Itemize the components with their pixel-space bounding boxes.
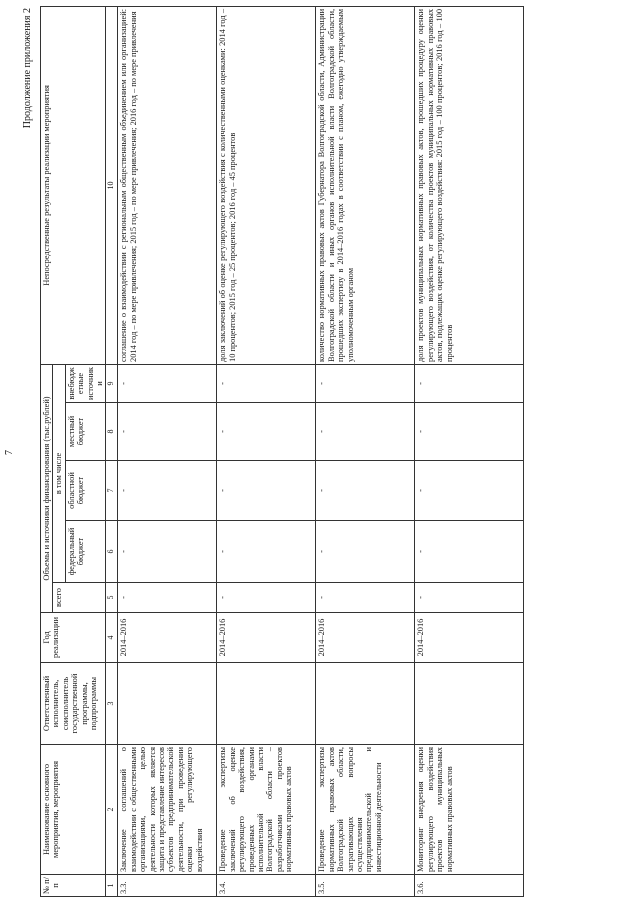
row-year: 2014–2016 <box>217 613 316 663</box>
row-total: - <box>316 583 415 613</box>
row-executor <box>118 663 217 745</box>
header-federal: федеральный бюджет <box>65 521 106 583</box>
column-number: 1 <box>106 875 118 897</box>
row-offbudget: - <box>316 364 415 402</box>
row-federal: - <box>415 521 524 583</box>
row-year: 2014–2016 <box>118 613 217 663</box>
table-row <box>415 6 524 896</box>
row-regional: - <box>217 461 316 521</box>
table-row <box>316 6 415 896</box>
row-offbudget: - <box>217 364 316 402</box>
row-local: - <box>217 403 316 461</box>
row-num: 3.5. <box>316 875 415 897</box>
row-offbudget: - <box>415 364 524 402</box>
row-year: 2014–2016 <box>316 613 415 663</box>
header-results: Непосредственные результаты реализации мероприятия <box>41 6 106 364</box>
column-number: 2 <box>106 745 118 875</box>
row-executor <box>316 663 415 745</box>
column-number: 9 <box>106 364 118 402</box>
row-total: - <box>217 583 316 613</box>
header-executor: Ответственный исполнитель, соисполнитель государственной программы, подпрограммы <box>41 663 106 745</box>
column-number: 8 <box>106 403 118 461</box>
header-num: № п/п <box>41 875 106 897</box>
row-num: 3.6. <box>415 875 524 897</box>
row-result: доля заключений об оценке регулирующего воздействия с количественными оценками: 2014 год – 10 процентов; 2015 год – 25 процентов; 2016 год – 45 процентов <box>217 6 316 364</box>
column-number: 3 <box>106 663 118 745</box>
header-local: местный бюджет <box>65 403 106 461</box>
row-executor <box>217 663 316 745</box>
row-name: Проведение экспертизы нормативных правовых актов Волгоградской области, затрагивающих вопросы осуществления предпринимательской и инвестиционной деятельности <box>316 745 415 875</box>
row-regional: - <box>118 461 217 521</box>
row-name: Мониторинг внедрения оценки регулирующего воздействия проектов муниципальных нормативных правовых актов <box>415 745 524 875</box>
activities-table <box>40 6 524 897</box>
row-executor <box>415 663 524 745</box>
row-total: - <box>415 583 524 613</box>
column-number: 6 <box>106 521 118 583</box>
table-row <box>118 6 217 896</box>
row-num: 3.4. <box>217 875 316 897</box>
row-federal: - <box>217 521 316 583</box>
continuation-label: Продолжение приложения 2 <box>22 8 33 129</box>
table-row <box>217 6 316 896</box>
row-regional: - <box>316 461 415 521</box>
row-name: Проведение экспертизы заключений об оценке регулирующего воздействия, проведенных органами исполнительной власти Волгоградской области – разработчиками проектов нормативных правовых актов <box>217 745 316 875</box>
header-incl: в том числе <box>53 364 65 582</box>
column-number-row <box>106 6 118 896</box>
column-number: 5 <box>106 583 118 613</box>
header-name: Наименование основного мероприятия, мероприятия <box>41 745 106 875</box>
row-regional: - <box>415 461 524 521</box>
header-funding-group: Объемы и источники финансирования (тыс.рублей) <box>41 364 53 612</box>
page-number: 7 <box>4 450 15 455</box>
row-local: - <box>118 403 217 461</box>
row-total: - <box>118 583 217 613</box>
row-local: - <box>415 403 524 461</box>
row-federal: - <box>118 521 217 583</box>
header-regional: областной бюджет <box>65 461 106 521</box>
row-result: количество нормативных правовых актов Губернатора Волгоградской области, Администрации Волгоградской области и иных органов исполнительной власти Волгоградской области, прошедших экспертизу в 2014–2016 годах в соответствии с планом, ежегодно утверждаемым уполномоченным органом <box>316 6 415 364</box>
header-offbudget: внебюджетные источники <box>65 364 106 402</box>
column-number: 7 <box>106 461 118 521</box>
header-year: Год реализации <box>41 613 106 663</box>
column-number: 4 <box>106 613 118 663</box>
header-total: всего <box>53 583 106 613</box>
row-result: соглашение о взаимодействии с региональным общественным объединением или организацией: 2014 год – по мере привлечения; 2015 год – по мере привлечения; 2016 год – по мере привлечения <box>118 6 217 364</box>
column-number: 10 <box>106 6 118 364</box>
row-result: доля проектов муниципальных нормативных правовых актов, прошедших процедуру оценки регулирующего воздействия, от количества проектов муниципальных нормативных правовых актов, подлежащих оценке регулирующего воздействия: 2015 год – 100 процентов; 2016 год – 100 процентов <box>415 6 524 364</box>
row-federal: - <box>316 521 415 583</box>
row-offbudget: - <box>118 364 217 402</box>
row-year: 2014–2016 <box>415 613 524 663</box>
row-local: - <box>316 403 415 461</box>
row-name: Заключение соглашений о взаимодействии с общественными организациями, целью деятельности которых является защита и представление интересов субъектов предпринимательской деятельности, при проведении оценки регулирующего воздействия <box>118 745 217 875</box>
header-row <box>41 6 53 896</box>
row-num: 3.3. <box>118 875 217 897</box>
